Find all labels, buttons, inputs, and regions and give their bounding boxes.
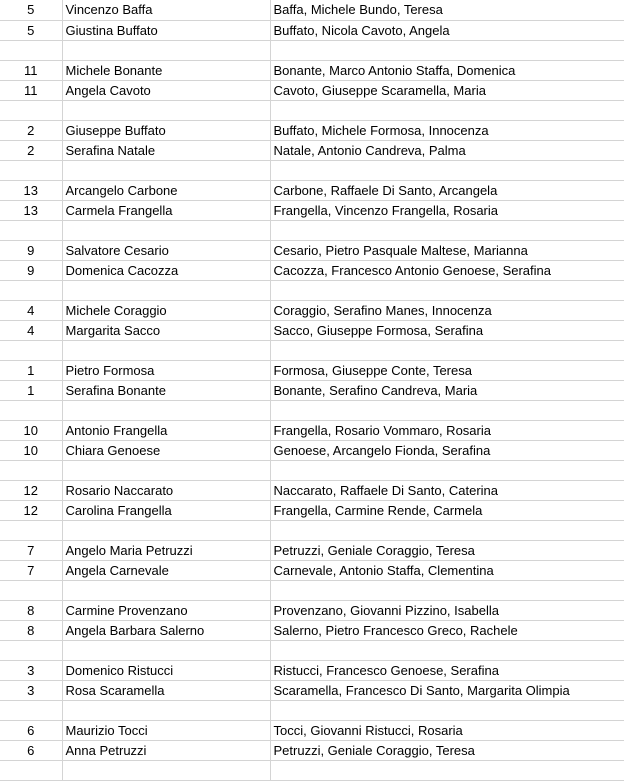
parents-cell[interactable]: Coraggio, Serafino Manes, Innocenza [270,300,624,320]
parents-cell[interactable] [270,520,624,540]
parents-cell[interactable]: Naccarato, Raffaele Di Santo, Caterina [270,480,624,500]
table-row [0,360,624,380]
num-cell[interactable]: 4 [0,300,62,320]
num-cell[interactable]: 6 [0,720,62,740]
name-cell[interactable] [62,40,270,60]
parents-cell[interactable] [270,220,624,240]
parents-cell[interactable] [270,100,624,120]
table-row [0,620,624,640]
parents-cell[interactable] [270,460,624,480]
table-row [0,660,624,680]
num-cell[interactable]: 3 [0,660,62,680]
name-cell[interactable]: Angelo Maria Petruzzi [62,540,270,560]
table-row [0,580,624,600]
parents-cell[interactable] [270,40,624,60]
num-cell[interactable]: 11 [0,60,62,80]
name-cell[interactable]: Rosario Naccarato [62,480,270,500]
table-row [0,560,624,580]
num-cell[interactable] [0,220,62,240]
table-row [0,740,624,760]
parents-cell[interactable]: Sacco, Giuseppe Formosa, Serafina [270,320,624,340]
name-cell[interactable] [62,280,270,300]
parents-cell[interactable] [270,340,624,360]
name-cell[interactable] [62,520,270,540]
table-row [0,640,624,660]
name-cell[interactable]: Angela Carnevale [62,560,270,580]
num-cell[interactable]: 9 [0,260,62,280]
table-row [0,700,624,720]
table-row [0,460,624,480]
parents-cell[interactable]: Frangella, Carmine Rende, Carmela [270,500,624,520]
num-cell[interactable]: 6 [0,740,62,760]
name-cell[interactable]: Domenico Ristucci [62,660,270,680]
table-row [0,760,624,780]
parents-cell[interactable] [270,760,624,780]
parents-cell[interactable] [270,640,624,660]
name-cell[interactable]: Salvatore Cesario [62,240,270,260]
num-cell[interactable]: 8 [0,600,62,620]
parents-cell[interactable]: Formosa, Giuseppe Conte, Teresa [270,360,624,380]
name-cell[interactable] [62,580,270,600]
num-cell[interactable]: 10 [0,420,62,440]
num-cell[interactable]: 9 [0,240,62,260]
parents-cell[interactable]: Tocci, Giovanni Ristucci, Rosaria [270,720,624,740]
name-cell[interactable]: Carolina Frangella [62,500,270,520]
num-cell[interactable] [0,100,62,120]
num-cell[interactable]: 1 [0,360,62,380]
num-cell[interactable]: 8 [0,620,62,640]
parents-cell[interactable]: Bonante, Marco Antonio Staffa, Domenica [270,60,624,80]
table-row [0,240,624,260]
name-cell[interactable] [62,220,270,240]
name-cell[interactable] [62,160,270,180]
num-cell[interactable]: 13 [0,200,62,220]
name-cell[interactable] [62,100,270,120]
num-cell[interactable]: 7 [0,560,62,580]
num-cell[interactable] [0,280,62,300]
name-cell[interactable]: Giustina Buffato [62,20,270,40]
table-row [0,180,624,200]
name-cell[interactable] [62,400,270,420]
name-cell[interactable]: Michele Coraggio [62,300,270,320]
table-row [0,400,624,420]
table-row [0,500,624,520]
num-cell[interactable] [0,640,62,660]
name-cell[interactable] [62,640,270,660]
num-cell[interactable]: 5 [0,0,62,20]
num-cell[interactable] [0,340,62,360]
parents-cell[interactable] [270,580,624,600]
table-row [0,280,624,300]
name-cell[interactable] [62,760,270,780]
num-cell[interactable]: 2 [0,140,62,160]
table-row [0,20,624,40]
name-cell[interactable]: Arcangelo Carbone [62,180,270,200]
table-row [0,200,624,220]
table-row [0,520,624,540]
name-cell[interactable]: Pietro Formosa [62,360,270,380]
num-cell[interactable]: 7 [0,540,62,560]
parents-cell[interactable]: Cacozza, Francesco Antonio Genoese, Serafina [270,260,624,280]
parents-cell[interactable]: Cesario, Pietro Pasquale Maltese, Marianna [270,240,624,260]
parents-cell[interactable]: Carnevale, Antonio Staffa, Clementina [270,560,624,580]
parents-cell[interactable]: Carbone, Raffaele Di Santo, Arcangela [270,180,624,200]
num-cell[interactable]: 13 [0,180,62,200]
parents-cell[interactable]: Buffato, Michele Formosa, Innocenza [270,120,624,140]
table-row [0,320,624,340]
num-cell[interactable] [0,460,62,480]
num-cell[interactable] [0,580,62,600]
parents-cell[interactable] [270,280,624,300]
num-cell[interactable]: 3 [0,680,62,700]
name-cell[interactable] [62,340,270,360]
table-row [0,260,624,280]
num-cell[interactable]: 2 [0,120,62,140]
table-row [0,220,624,240]
table-row [0,440,624,460]
parents-cell[interactable] [270,160,624,180]
parents-cell[interactable]: Genoese, Arcangelo Fionda, Serafina [270,440,624,460]
parents-cell[interactable]: Scaramella, Francesco Di Santo, Margarita Olimpia [270,680,624,700]
name-cell[interactable]: Chiara Genoese [62,440,270,460]
name-cell[interactable]: Antonio Frangella [62,420,270,440]
table-row [0,380,624,400]
name-cell[interactable]: Carmela Frangella [62,200,270,220]
num-cell[interactable]: 1 [0,380,62,400]
table-row [0,140,624,160]
table-row [0,160,624,180]
table-row [0,480,624,500]
num-cell[interactable]: 4 [0,320,62,340]
num-cell[interactable]: 12 [0,480,62,500]
table-row [0,0,624,20]
parents-cell[interactable]: Cavoto, Giuseppe Scaramella, Maria [270,80,624,100]
table-row [0,340,624,360]
name-cell[interactable] [62,460,270,480]
table-row [0,60,624,80]
parents-cell[interactable]: Natale, Antonio Candreva, Palma [270,140,624,160]
table-row [0,40,624,60]
num-cell[interactable] [0,40,62,60]
name-cell[interactable]: Serafina Bonante [62,380,270,400]
name-cell[interactable] [62,700,270,720]
parents-cell[interactable] [270,400,624,420]
table-row [0,420,624,440]
name-cell[interactable]: Domenica Cacozza [62,260,270,280]
num-cell[interactable]: 12 [0,500,62,520]
parents-cell[interactable]: Salerno, Pietro Francesco Greco, Rachele [270,620,624,640]
parents-cell[interactable]: Petruzzi, Geniale Coraggio, Teresa [270,540,624,560]
parents-cell[interactable]: Ristucci, Francesco Genoese, Serafina [270,660,624,680]
num-cell[interactable] [0,760,62,780]
table-row [0,80,624,100]
table-row [0,680,624,700]
name-cell[interactable]: Serafina Natale [62,140,270,160]
parents-cell[interactable]: Buffato, Nicola Cavoto, Angela [270,20,624,40]
name-cell[interactable]: Margarita Sacco [62,320,270,340]
parents-cell[interactable]: Bonante, Serafino Candreva, Maria [270,380,624,400]
table-row [0,120,624,140]
parents-cell[interactable]: Baffa, Michele Bundo, Teresa [270,0,624,20]
name-cell[interactable]: Michele Bonante [62,60,270,80]
name-cell[interactable]: Rosa Scaramella [62,680,270,700]
parents-cell[interactable] [270,700,624,720]
parents-cell[interactable]: Petruzzi, Geniale Coraggio, Teresa [270,740,624,760]
name-cell[interactable]: Anna Petruzzi [62,740,270,760]
table-row [0,540,624,560]
parents-cell[interactable]: Frangella, Rosario Vommaro, Rosaria [270,420,624,440]
name-cell[interactable]: Vincenzo Baffa [62,0,270,20]
num-cell[interactable] [0,400,62,420]
num-cell[interactable]: 5 [0,20,62,40]
num-cell[interactable]: 11 [0,80,62,100]
name-cell[interactable]: Giuseppe Buffato [62,120,270,140]
num-cell[interactable] [0,160,62,180]
name-cell[interactable]: Maurizio Tocci [62,720,270,740]
name-cell[interactable]: Angela Barbara Salerno [62,620,270,640]
table-row [0,720,624,740]
parents-cell[interactable]: Frangella, Vincenzo Frangella, Rosaria [270,200,624,220]
table-row [0,600,624,620]
table-row [0,100,624,120]
num-cell[interactable] [0,700,62,720]
num-cell[interactable] [0,520,62,540]
name-cell[interactable]: Carmine Provenzano [62,600,270,620]
table-row [0,300,624,320]
name-cell[interactable]: Angela Cavoto [62,80,270,100]
num-cell[interactable]: 10 [0,440,62,460]
parents-cell[interactable]: Provenzano, Giovanni Pizzino, Isabella [270,600,624,620]
